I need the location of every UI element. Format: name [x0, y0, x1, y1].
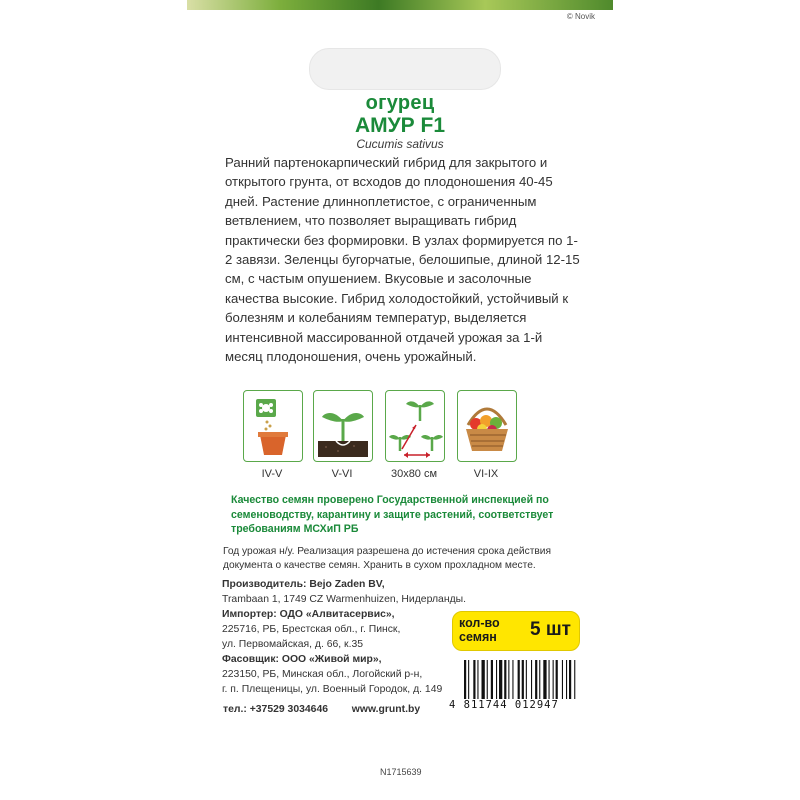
contacts	[223, 704, 453, 715]
icon-caption-spacing: 30x80 см	[390, 468, 438, 480]
seed-count-label	[459, 616, 521, 644]
importer-line	[222, 607, 482, 622]
planting-spacing-icon	[385, 390, 445, 462]
importer-name: ОДО «Алвитасервис»,	[279, 609, 395, 620]
latin-name: Cucumis sativus	[356, 137, 444, 151]
importer-label: Импортер:	[222, 609, 277, 620]
seed-count-value: 5 шт	[530, 619, 571, 640]
growing-icons	[243, 390, 563, 485]
copyright-note: © Novik	[566, 12, 595, 21]
hang-slot	[309, 48, 501, 90]
phone-number: тел.: +37529 3034646	[223, 704, 329, 715]
seed-count-label-line2: семян	[459, 630, 497, 644]
quality-statement: Качество семян проверено Государственной инспекцией по семеноводству, карантину и защите растений, соответствует требованиям МСХиП РБ	[231, 494, 554, 535]
vegetable-name: огурец	[365, 92, 435, 114]
producer-address: Trambaan 1, 1749 CZ Warmenhuizen, Нидерланды.	[222, 594, 466, 605]
producer-name: Bejo Zaden BV,	[309, 579, 385, 590]
packer-address-1: 223150, РБ, Минская обл., Логойский р-н,	[222, 669, 423, 680]
importer-address-2: ул. Первомайская, д. 66, к.35	[222, 639, 364, 650]
top-photo-strip	[187, 0, 613, 10]
producer-line	[222, 577, 482, 592]
packer-name: ООО «Живой мир»,	[281, 654, 382, 665]
barcode-digits: 4 811744 012947	[449, 699, 601, 711]
harvest-basket-icon	[457, 390, 517, 462]
seed-count-badge	[452, 611, 580, 651]
variety-name: АМУР F1	[354, 114, 446, 137]
seed-packet	[187, 0, 613, 742]
seed-count-label-line1: кол-во	[459, 616, 500, 630]
packer-address-2: г. п. Плещеницы, ул. Военный Городок, д. 149	[222, 684, 443, 695]
website-link[interactable]: www.grunt.by	[351, 704, 421, 715]
icon-caption-sowing: IV-V	[261, 468, 283, 480]
importer-address-1: 225716, РБ, Брестская обл., г. Пинск,	[222, 624, 401, 635]
sprout-soil-icon	[313, 390, 373, 462]
lot-number: N1715639	[380, 767, 422, 777]
producer-label: Производитель:	[222, 579, 307, 590]
storage-note: Год урожая н/у. Реализация разрешена до истечения срока действия документа о качестве семян. Хранить в сухом прохладном месте.	[223, 546, 551, 571]
packer-label: Фасовщик:	[222, 654, 279, 665]
variety-description: Ранний партенокарпический гибрид для закрытого и открытого грунта, от всходов до плодоношения 40-45 дней. Растение длинноплетистое, с ограниченным ветвлением, что позволяет выращивать гибрид практически без формировки. В узлах формируется по 1-2 завязи. Зеленцы бугорчатые, белошипые, длиной 12-15 см, с частым опушением. Вкусовые и засолочные качества высокие. Гибрид холодостойкий, устойчивый к болезням и колебаниям температур, выделяется интенсивной массированной отдачей урожая за 1-й месяц плодоношения, очень урожайный.	[225, 155, 580, 365]
icon-caption-harvest: VI-IX	[473, 468, 499, 480]
manufacturer-info	[222, 577, 482, 697]
icon-caption-planting: V-VI	[331, 468, 353, 480]
packer-line	[222, 652, 482, 667]
seedling-pot-icon	[243, 390, 303, 462]
